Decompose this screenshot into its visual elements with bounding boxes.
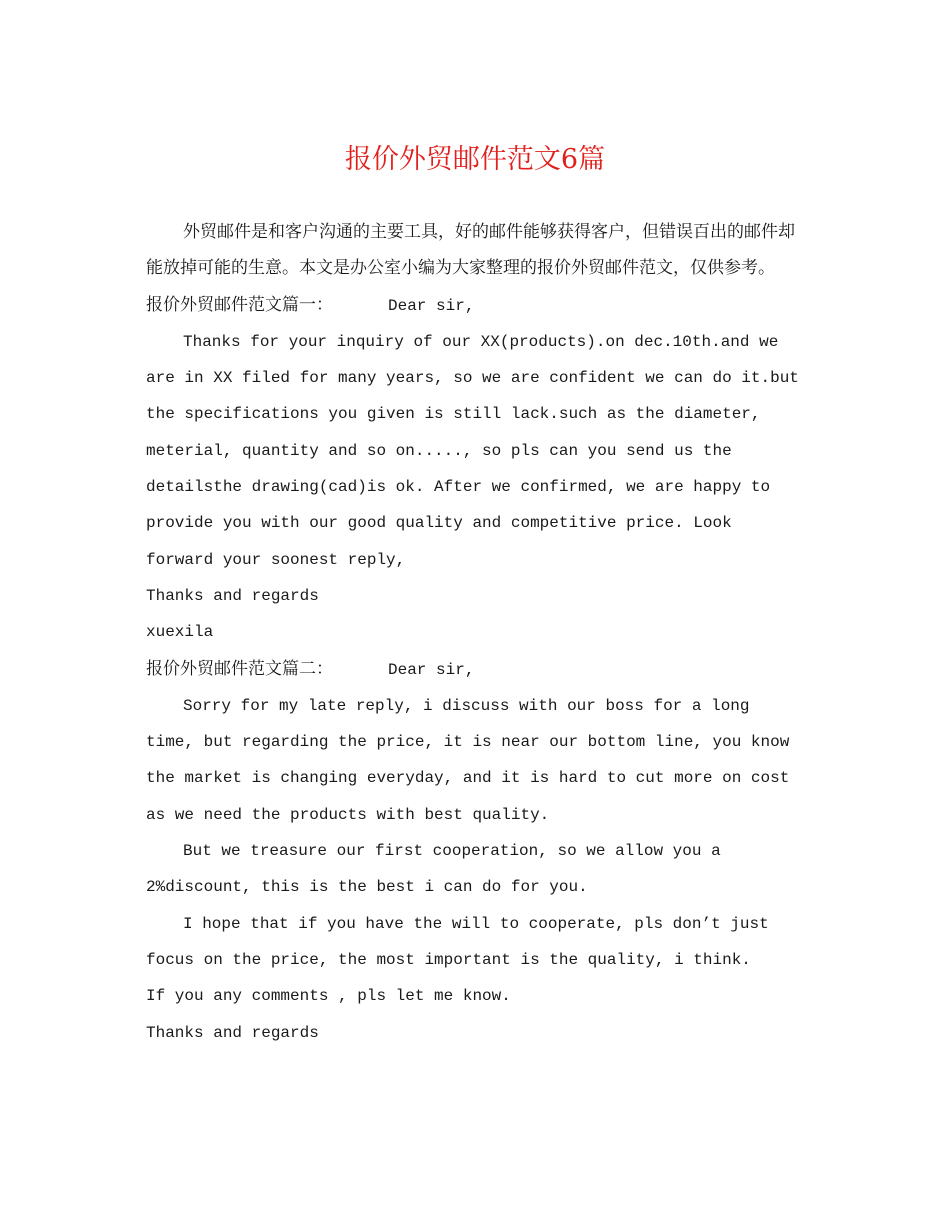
letter2-closing: Thanks and regards	[146, 1023, 319, 1042]
letter2-paragraph-2: But we treasure our first cooperation, so we allow you a 2%discount, this is the best i can do for you.	[146, 842, 721, 897]
letter1-body: Thanks for your inquiry of our XX(products).on dec.10th.and we are in XX filed for many years, so we are confident we can do it.but the specifications you given is still lack.such as the diameter, meterial, quantity and so on....., so pls can you send us the detailsthe drawing(cad)is ok. After we confirmed, we are happy to provide you with our good quality and competitive price. Look forward your soonest reply,	[146, 332, 799, 569]
letter2-salutation: Dear sir,	[388, 660, 475, 679]
letter2-paragraph-1: Sorry for my late reply, i discuss with our boss for a long time, but regarding the price, it is near our bottom line, you know the market is changing everyday, and it is hard to cut more on cost as we need the products with best quality.	[146, 696, 790, 824]
document-body	[146, 214, 806, 1051]
letter2-heading-line	[146, 651, 806, 688]
letter2-paragraph-4: If you any comments , pls let me know.	[146, 987, 511, 1006]
letter1-salutation: Dear sir,	[388, 296, 475, 315]
letter1-heading-line	[146, 287, 806, 324]
document-title: 报价外贸邮件范文6篇	[344, 144, 606, 175]
letter1-closing: Thanks and regards	[146, 586, 319, 605]
letter2-paragraph-3: I hope that if you have the will to cooperate, pls don’t just focus on the price, the most important is the quality, i think.	[146, 914, 769, 969]
letter1-signature: xuexila	[146, 623, 214, 642]
intro-paragraph: 外贸邮件是和客户沟通的主要工具，好的邮件能够获得客户，但错误百出的邮件却能放掉可能的生意。本文是办公室小编为大家整理的报价外贸邮件范文，仅供参考。	[146, 222, 795, 279]
letter2-heading: 报价外贸邮件范文篇二：	[146, 658, 333, 679]
letter1-heading: 报价外贸邮件范文篇一：	[146, 294, 333, 315]
